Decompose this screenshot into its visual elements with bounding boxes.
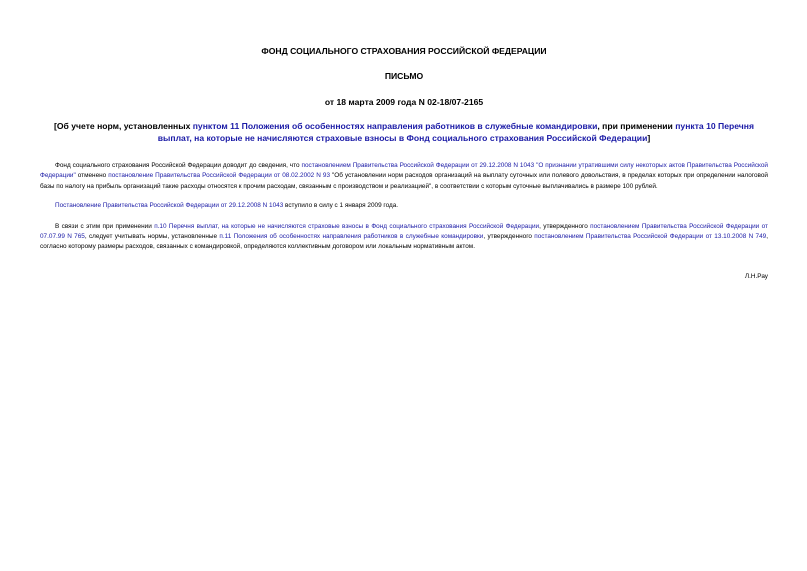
subject-text-3: ] bbox=[647, 133, 651, 143]
document-subject bbox=[40, 120, 768, 144]
p3-text-5: , согласно которому размеры расходов, связанных с командировкой, определяются коллективным договором или локальным нормативным актом. bbox=[40, 233, 769, 251]
p1-link-resolution-93[interactable]: постановление Правительства Российской Федерации от 08.02.2002 N 93 bbox=[108, 172, 331, 180]
signature: Л.Н.Рау bbox=[744, 272, 768, 280]
p1-link-resolution-1043[interactable]: постановлением Правительства Российской Федерации от 29.12.2008 N 1043 "О признании утратившими силу некоторых актов Правительства Российской Федерации" bbox=[40, 162, 769, 180]
p1-text-1: Фонд социального страхования Российской Федерации доводит до сведения, что bbox=[55, 162, 302, 169]
paragraph-3 bbox=[40, 222, 768, 253]
p3-link-clause-10[interactable]: п.10 Перечня выплат, на которые не начисляются страховые взносы в Фонд социального страхования Российской Федерации bbox=[154, 222, 540, 230]
paragraph-1 bbox=[40, 161, 768, 192]
subject-link-clause-10[interactable]: пункта 10 Перечня выплат, на которые не начисляются страховые взносы в Фонд социального страхования Российской Федерации bbox=[157, 121, 754, 143]
subject-text-2: , при применении bbox=[597, 121, 676, 131]
p3-text-4: , утвержденного bbox=[483, 233, 535, 241]
p3-link-clause-11[interactable]: п.11 Положения об особенностях направления работников в служебные командировки bbox=[219, 233, 484, 241]
subject-text-1: [Об учете норм, установленных bbox=[54, 121, 193, 131]
p1-text-3: "Об установлении норм расходов организаций на выплату суточных или полевого довольствия, в пределах которых при определении налоговой базы по налогу на прибыль организаций такие расходы относятся к прочим расходам, связанным с производством и реализацией", в соответствии с которым суточные выплачивались в размере 100 рублей. bbox=[40, 172, 768, 190]
p3-link-resolution-749[interactable]: постановлением Правительства Российской Федерации от 13.10.2008 N 749 bbox=[534, 233, 767, 241]
paragraph-2 bbox=[40, 201, 768, 211]
p3-text-1: В связи с этим при применении bbox=[55, 222, 155, 230]
p3-text-2: , утвержденного bbox=[539, 222, 591, 230]
document-type: ПИСЬМО bbox=[384, 71, 424, 81]
document-date-number: от 18 марта 2009 года N 02-18/07-2165 bbox=[324, 97, 484, 107]
p2-text-1: вступило в силу с 1 января 2009 года. bbox=[283, 202, 399, 210]
document-page bbox=[40, 40, 768, 288]
p2-link-resolution-1043[interactable]: Постановление Правительства Российской Федерации от 29.12.2008 N 1043 bbox=[55, 202, 284, 210]
p1-text-2: отменено bbox=[75, 172, 109, 180]
organization-title: ФОНД СОЦИАЛЬНОГО СТРАХОВАНИЯ РОССИЙСКОЙ ФЕДЕРАЦИИ bbox=[261, 46, 547, 56]
subject-link-clause-11[interactable]: пунктом 11 Положения об особенностях направления работников в служебные командировки bbox=[192, 121, 598, 131]
p3-link-resolution-765[interactable]: постановлением Правительства Российской Федерации от 07.07.99 N 765 bbox=[40, 222, 768, 241]
p3-text-3: , следует учитывать нормы, установленные bbox=[84, 233, 220, 241]
